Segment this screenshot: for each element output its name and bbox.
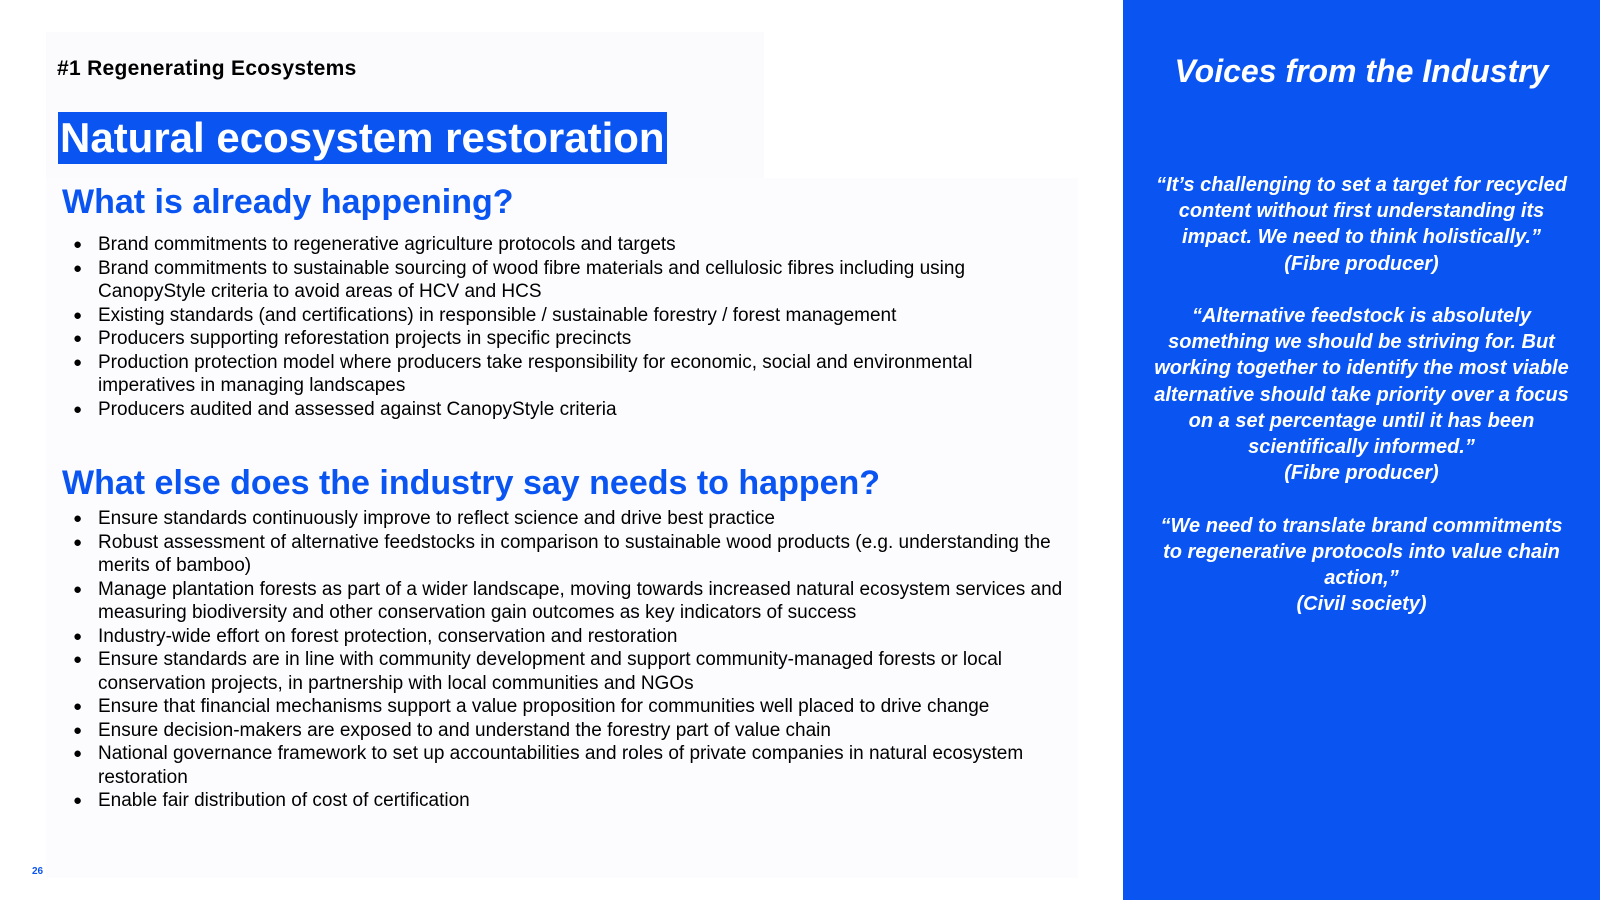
quote <box>1153 172 1570 277</box>
list-already-happening <box>70 233 1070 421</box>
list-item: ● Ensure decision-makers are exposed to and understand the forestry part of value chain <box>70 719 1070 743</box>
list-item: ● Producers supporting reforestation projects in specific precincts <box>70 327 1070 351</box>
section-label: #1 Regenerating Ecosystems <box>57 57 357 80</box>
quote-text: “It’s challenging to set a target for recycled content without first understanding its impact. We need to think holistically.” <box>1156 174 1567 249</box>
list-item: ● Production protection model where producers take responsibility for economic, social and environmental imperatives in managing landscapes <box>70 351 1070 398</box>
list-item: ● Producers audited and assessed against CanopyStyle criteria <box>70 398 1070 422</box>
voices-sidebar <box>1123 0 1600 900</box>
list-item: ● Existing standards (and certifications) in responsible / sustainable forestry / forest management <box>70 304 1070 328</box>
page-title: Natural ecosystem restoration <box>58 112 667 164</box>
quote <box>1153 513 1570 618</box>
quote-source: (Fibre producer) <box>1284 252 1439 275</box>
heading-already-happening: What is already happening? <box>62 183 514 221</box>
list-item: ● Ensure that financial mechanisms support a value proposition for communities well placed to drive change <box>70 695 1070 719</box>
list-item: ● National governance framework to set up accountabilities and roles of private companies in natural ecosystem restoration <box>70 742 1070 789</box>
quote-source: (Fibre producer) <box>1284 462 1439 485</box>
quote-text: “We need to translate brand commitments to regenerative protocols into value chain action,” <box>1160 514 1563 590</box>
list-item: ● Brand commitments to regenerative agriculture protocols and targets <box>70 233 1070 257</box>
quote-source: (Civil society) <box>1296 593 1427 616</box>
quote <box>1153 303 1570 486</box>
quote-text: “Alternative feedstock is absolutely something we should be striving for. But working together to identify the most viable alternative should take priority over a focus on a set percentage until it has been scientifically informed.” <box>1154 305 1569 459</box>
page-number: 26 <box>32 866 44 877</box>
sidebar-title: Voices from the Industry <box>1174 53 1549 89</box>
list-item: ● Manage plantation forests as part of a wider landscape, moving towards increased natural ecosystem services and measuring biodiversity and other conservation gain outcomes as key indicators of success <box>70 578 1070 625</box>
list-item: ● Industry-wide effort on forest protection, conservation and restoration <box>70 625 1070 649</box>
quotes-list <box>1153 172 1570 644</box>
list-item: ● Ensure standards continuously improve to reflect science and drive best practice <box>70 507 1070 531</box>
list-item: ● Ensure standards are in line with community development and support community-managed forests or local conservation projects, in partnership with local communities and NGOs <box>70 648 1070 695</box>
list-item: ● Enable fair distribution of cost of certification <box>70 789 1070 813</box>
list-item: ● Brand commitments to sustainable sourcing of wood fibre materials and cellulosic fibres including using CanopyStyle criteria to avoid areas of HCV and HCS <box>70 257 1070 304</box>
list-needs-to-happen <box>70 507 1070 813</box>
heading-needs-to-happen: What else does the industry say needs to happen? <box>62 464 881 502</box>
list-item: ● Robust assessment of alternative feedstocks in comparison to sustainable wood products (e.g. understanding the merits of bamboo) <box>70 531 1070 578</box>
